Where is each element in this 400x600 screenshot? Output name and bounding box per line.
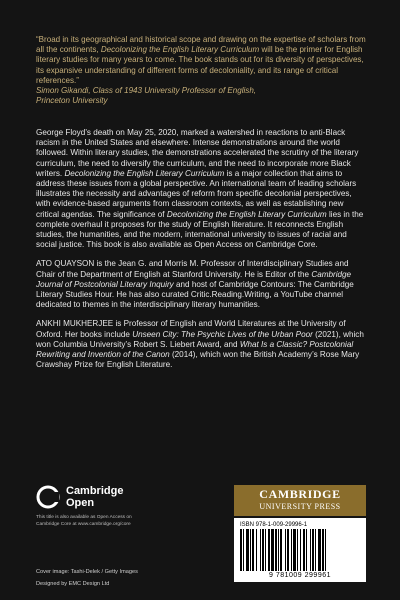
endorsement-quote: [36, 35, 366, 106]
quayson-journal-title: Cambridge Journal of Postcolonial Literary Inquiry: [36, 269, 352, 289]
editor-bio-mukherjee: [36, 319, 366, 370]
barcode-stripe: [303, 529, 305, 571]
barcode-stripe: [280, 529, 282, 571]
barcode-stripe: [252, 529, 254, 571]
quayson-bio-a: ATO QUAYSON is the Jean G. and Morris M. Professor of Interdisciplinary Studies and Chair of the Department of English at Stanford University. He is Editor of the: [36, 259, 349, 279]
barcode-stripe: [315, 529, 316, 571]
barcode-stripe: [310, 529, 311, 571]
description-title-1: Decolonizing the English Literary Curriculum: [64, 168, 225, 178]
mukherjee-bio-c: (2014), which won the British Academy’s Rose Mary Crawshay Prize for English Literature.: [36, 350, 360, 370]
barcode-stripe: [318, 529, 321, 571]
barcode-block: [234, 518, 366, 582]
barcode-stripe: [285, 529, 286, 571]
barcode-stripe: [325, 529, 326, 571]
credits: [36, 566, 138, 590]
open-logo-line-1: Cambridge: [66, 485, 124, 497]
barcode-stripe: [246, 529, 249, 571]
barcode-stripe: [291, 529, 292, 571]
barcode-stripe: [293, 529, 296, 571]
quote-attribution-1: Simon Gikandi, Class of 1943 University Professor of English,: [36, 86, 257, 96]
barcode-stripe: [268, 529, 270, 571]
open-access-note-1: This title is also available as Open Access on: [36, 515, 132, 520]
quote-attribution-2: Princeton University: [36, 96, 108, 106]
barcode-stripe: [275, 529, 277, 571]
cambridge-open-logo: [36, 485, 216, 528]
barcode-stripe: [306, 529, 307, 571]
open-access-icon: [36, 485, 60, 509]
barcode-stripe: [250, 529, 251, 571]
designer-credit: Designed by EMC Design Ltd: [36, 581, 110, 587]
barcode-stripe: [300, 529, 301, 571]
barcode-stripe: [278, 529, 279, 571]
open-logo-line-2: Open: [66, 497, 95, 509]
description-text-c: lies in the complete overhaul it proposes for the study of English literature. It reconnects English studies, the humanities, and the modern, international university to issues of racial and social justice. This book is also available as Open Access on Cambridge Core.: [36, 209, 364, 250]
barcode-stripe: [240, 529, 242, 571]
barcode-stripe: [287, 529, 289, 571]
barcode-stripe: [312, 529, 314, 571]
quote-text-b: will be the primer for English literary studies for many years to come. The book stands out for its diversity of perspectives, its expansive understanding of different forms of decoloniality, and its range of critical references.”: [36, 45, 364, 85]
barcode-stripe: [256, 529, 257, 571]
open-access-note-2: Cambridge Core at www.cambridge.org/core: [36, 521, 131, 527]
barcode-stripe: [260, 529, 261, 571]
quote-text: [36, 35, 366, 86]
publisher-name-1: CAMBRIDGE: [259, 487, 341, 501]
book-description: [36, 128, 366, 379]
quayson-bio-b: and host of Cambridge Contours: The Cambridge Literary Studies Hour. He has also curated Critic.Reading.Writing, a YouTube channel dedicated to themes in the interdisciplinary literary humanities.: [36, 279, 354, 310]
open-access-note: [36, 515, 196, 528]
quote-text-a: “Broad in its geographical and historical scope and drawing on the expertise of scholars from all the continents,: [36, 35, 366, 55]
barcode-stripe: [243, 529, 244, 571]
barcode-icon: [240, 529, 360, 571]
description-text-b: is a major collection that aims to address these issues from a global perspective. An international team of leading scholars illustrates the necessity and advantages of reform from specific decolonial perspectives, with evidence-based arguments from classroom contexts, as well as establishing new critical agendas. The significance of: [36, 168, 357, 219]
publisher-name-2: UNIVERSITY PRESS: [259, 502, 341, 511]
barcode-stripe: [322, 529, 324, 571]
mukherjee-book-1: Unseen City: The Psychic Lives of the Urban Poor: [132, 329, 313, 339]
isbn-label: ISBN 978-1-009-29996-1: [240, 522, 308, 528]
editor-bio-quayson: [36, 259, 366, 310]
barcode-stripe: [271, 529, 274, 571]
barcode-stripe: [297, 529, 298, 571]
quote-book-title: Decolonizing the English Literary Curriculum: [100, 45, 260, 55]
barcode-stripe: [265, 529, 266, 571]
mukherjee-book-2: What Is a Classic? Postcolonial Rewriting and Invention of the Canon: [36, 339, 354, 360]
cover-image-credit: Cover image: Tashi-Delek / Getty Images: [36, 569, 138, 575]
description-paragraph: [36, 128, 366, 250]
description-text-a: George Floyd’s death on May 25, 2020, marked a watershed in reactions to anti-Black racism in the United States and elsewhere. Intense demonstrations around the world followed. Within literary studies, the demonstrations accelerated the scrutiny of the literary curriculum, the need to diversify the curriculum, and the need to incorporate more Black writers.: [36, 128, 359, 178]
publisher-logo: [234, 485, 366, 516]
description-title-2: Decolonizing the English Literary Curriculum: [166, 209, 327, 219]
mukherjee-bio-a: ANKHI MUKHERJEE is Professor of English and World Literatures at the University of Oxford. Her books include: [36, 319, 346, 339]
mukherjee-bio-b: (2021), which won Columbia University’s Robert S. Liebert Award, and: [36, 329, 364, 349]
barcode-digits: 9 781009 299961: [269, 572, 331, 579]
barcode-stripe: [262, 529, 264, 571]
